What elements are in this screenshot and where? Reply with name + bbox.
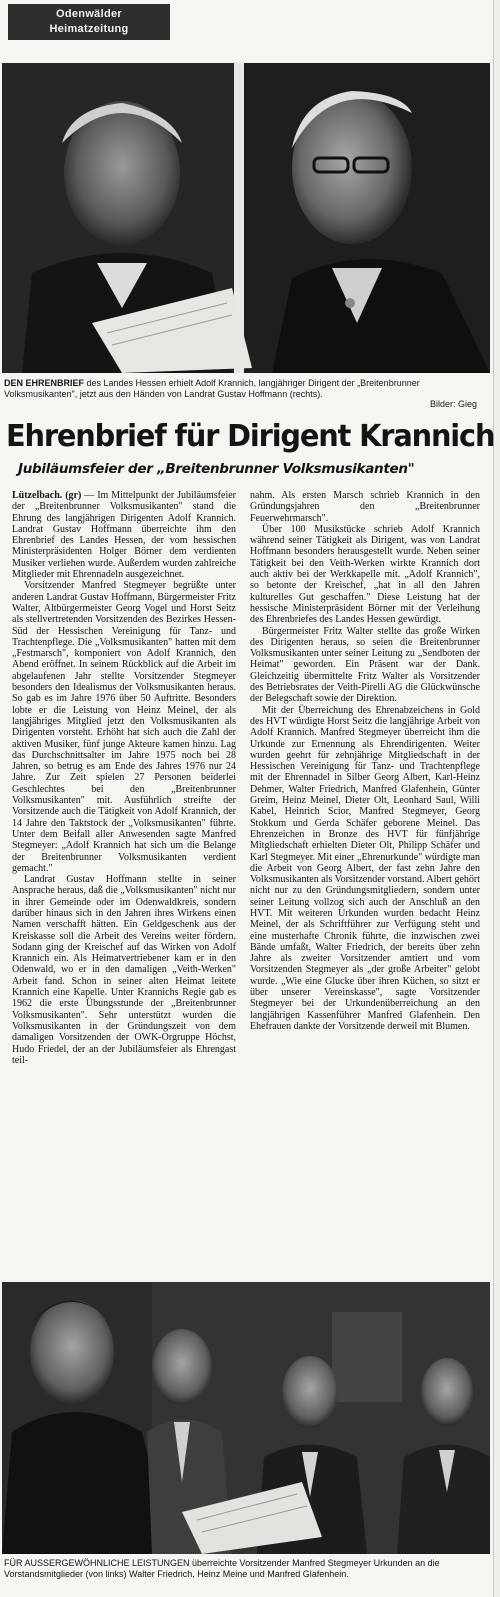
caption-top-text: des Landes Hessen erhielt Adolf Krannich, langjähriger Dirigent der „Breitenbrunner Volksmusikanten", jetzt aus den Händen von Landrat Gustav Hoffmann (rechts). — [4, 378, 420, 399]
caption-bottom — [4, 1558, 488, 1580]
masthead — [8, 4, 170, 40]
photo-bottom — [2, 1282, 490, 1554]
article-column-1 — [12, 490, 236, 1260]
photo-top — [2, 63, 490, 373]
article-col1-para2: Vorsitzender Manfred Stegmeyer begrüßte unter anderen Landrat Gustav Hoffmann, Bürgermeister Fritz Walter, Altbürgermeister Georg Vogel und Horst Seitz als stellvertretenden Vorsitzenden des Bezirkes Hessen-Süd der Hessischen Vereinigung für Tanz- und Trachtenpflege. Die „Volksmusikanten" hatten mit dem „Festmarsch", komponiert von Adolf Krannich, den Abend eröffnet. In seinem Rückblick auf die Arbeit im abgelaufenen Jahr stellte Vorsitzender Stegmeyer besonders den Idealismus der Volksmusikanten heraus. So gab es im Jahre 1976 über 50 Auftritte. Besonders lobte er die Leistung von Heinz Meinel, der als langjähriges Mitglied jetzt den Volksmusikanten als Dirigenten vorsteht. Erhöht hat sich auch die Zahl der aktiven Musiker, fünf junge Akteure kamen hinzu. Lag das Durchschnittsalter im Jahre 1975 noch bei 28 Jahren, so betrug es am Ende des Jahres 1976 nur 24 Jahre. Zur Zeit spielen 27 Personen beiderlei Geschlechtes bei den „Breitenbrunner Volksmusikanten" mit. Ausführlich streifte der Vorsitzende auch die Tätigkeit von Adolf Krannich, der 14 Jahre den Taktstock der „Volksmusikanten" führte. Unter dem Beifall aller Anwesenden sagte Manfred Stegmeyer: „Adolf Krannich hat sich um die Belange der Breitenbrunner Volksmusikanten verdient gemacht." — [12, 580, 236, 874]
caption-bottom-lead: FÜR AUSSERGEWÖHNLICHE LEISTUNGEN — [4, 1558, 190, 1568]
article-dateline: Lützelbach. (gr) — [12, 490, 82, 501]
subhead: Jubiläumsfeier der „Breitenbrunner Volksmusikanten" — [18, 461, 415, 477]
masthead-line1: Odenwälder — [56, 8, 122, 20]
article-col1-para3: Landrat Gustav Hoffmann stellte in seiner Ansprache heraus, daß die „Volksmusikanten" nicht nur in ihrer Gemeinde oder im Odenwaldkreis, sondern darüber hinaus sich in den Jahren ihres Wirkens einen Namen verschafft hätten. Ein Geldgeschenk aus der Kreiskasse soll die Arbeit des Vereins weiter fördern. Sodann ging der Kreischef auf das Wirken von Adolf Krannich ein. Als Heimatvertriebener kam er in den Odenwald, wo er in den damaligen „Veith-Werken" Arbeit fand. Schon in seiner alten Heimat leitete Krannich eine Kapelle. Unter Krannichs Regie gab es 1962 die erste Übungsstunde der „Breitenbrunner Volksmusikanten". Sehr unterstützt wurden die Volksmusikanten in der Gründungszeit von dem damaligen Vorsitzenden der OWK-Orgruppe Höchst, Hudo Friedel, der an der Jubiläumsfeier als Ehrengast teil- — [12, 874, 236, 1066]
article-col2-para4: Mit der Überreichung des Ehrenabzeichens in Gold des HVT würdigte Horst Seitz die langjährige Arbeit von Adolf Krannich. Manfred Stegmeyer überreicht ihm die Urkunde zur Ernennung als Ehrendirigenten. Weiter wurden geehrt für zehnjährige Mitgliedschaft in der Hessischen Vereinigung für Tanz- und Trachtenpflege mit der Ehrennadel in Silber Georg Albert, Karl-Heinz Dehmer, Walter Friedrich, Manfred Glafenhein, Günter Greim, Heinz Meinel, Dieter Olt, Leonhard Saul, Willi Kabel, Heinrich Scior, Manfred Stegmeyer, Georg Stokkum und Gerda Schäfer geborene Meinel. Das Ehrenzeichen in Bronze des HVT für fünfjährige Mitgliedschaft erhielten Dieter Olt, Philipp Schäfer und Karl Stegmeyer. Mit einer „Ehrenurkunde" würdigte man die Arbeit von Georg Albert, der fast zehn Jahre den Volksmusikanten als Vorsitzender vorstand. Albert gehört nicht nur zu den Gründungsmitgliedern, sondern unter seiner Leitung vollzog sich auch der Anschluß an den HVT. Mit weiteren Urkunden wurden bedacht Heinz Meinel, der als Schriftführer zur Verfügung steht und eine musterhafte Chronik führte, die inzwischen zwei Bände umfaßt, Walter Friedrich, der bereits über zehn Jahre als zweiter Vorsitzender amtiert und vom Vorsitzenden Stegmeyer als „der große Arbeiter" gelobt wurde. „Wie eine Glucke über ihren Küchen, so sitzt er über unserer Vereinskasse", sagte Vorsitzender Stegmeyer bei der Urkundenüberreichung an den langjährigen Kassenführer Manfred Glafenhein. Den Ehefrauen dankte der Vorsitzende derweil mit Blumen. — [250, 704, 480, 1032]
article-column-2 — [250, 490, 480, 1260]
photo-credit: Bilder: Gieg — [429, 399, 477, 409]
photo-bottom-image — [2, 1282, 490, 1554]
article-col2-para1: nahm. Als ersten Marsch schrieb Krannich in den Gründungsjahren den „Breitenbrunner Feuerwehrmarsch". — [250, 490, 480, 524]
article-col2-para2: Über 100 Musikstücke schrieb Adolf Krannich während seiner Tätigkeit als Dirigent, was von Landrat Hoffmann besonders herausgestellt wurde. Neben seiner Tätigkeit bei den Veith-Werken wirkte Krannich dort auch aktiv bei der Werkkapelle mit. „Adolf Krannich", so betonte der Kreischef, „hat in all den Jahren kulturelles Gut geschaffen." Diese Leistung hat der hessische Ministerpräsident Börner mit der Verleihung des Ehrenbriefes des Landes Hessen gewürdigt. — [250, 523, 480, 626]
article-col1-para1-text: — Im Mittelpunkt der Jubiläumsfeier der „Breitenbrunner Volksmusikanten" stand die Ehrung des langjährigen Dirigenten Adolf Krannich. Landrat Gustav Hoffmann überreichte ihm den Ehrenbrief des Landes Hessen, der vom hessischen Ministerpräsidenten Holger Börner dem verdienten Musiker verliehen wurde. Außerdem wurden zahlreiche Mitglieder mit Ehrennadeln ausgezeichnet. — [12, 490, 236, 581]
article-col1-para1 — [12, 490, 236, 580]
article-col2-para3: Bürgermeister Fritz Walter stellte das große Wirken des Dirigenten heraus, so seien die Breitenbrunner Volksmusikanten unter seiner Leitung zu „Sendboten der Heimat" geworden. Ein Präsent war der Dank. Gleichzeitig übermittelte Fritz Walter als Vorsitzender des Betriebsrates der Veith-Pirelli AG die Glückwünsche der Belegschaft sowie der Direktion. — [250, 625, 480, 705]
masthead-line2: Heimatzeitung — [49, 23, 129, 35]
caption-bottom-text: überreichte Vorsitzender Manfred Stegmeyer Urkunden an die Vorstandsmitglieder (von links) Walter Friedrich, Heinz Meine und Manfred Glafenhein. — [4, 1558, 440, 1579]
photo-top-image — [2, 63, 490, 373]
headline: Ehrenbrief für Dirigent Krannich — [6, 419, 495, 454]
caption-top-lead: DEN EHRENBRIEF — [4, 378, 85, 388]
caption-top — [4, 378, 488, 400]
